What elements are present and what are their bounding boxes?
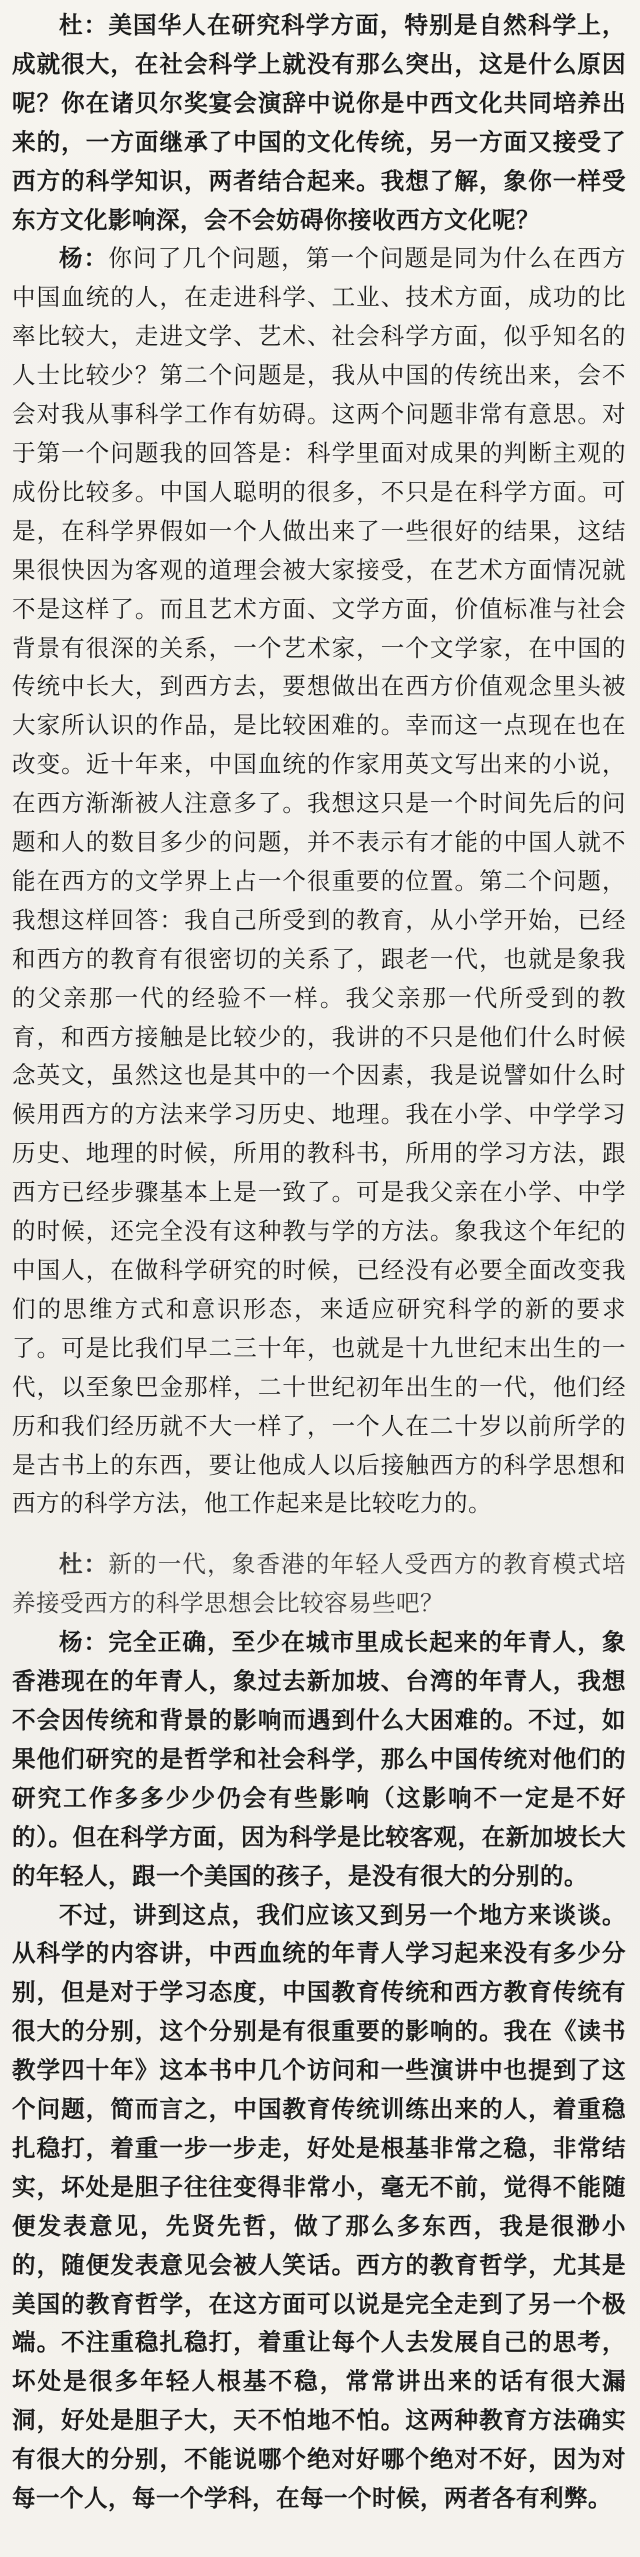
speaker-label: 杨：	[59, 244, 109, 273]
paragraph-text: 不过，讲到这点，我们应该又到另一个地方来谈谈。从科学的内容讲，中西血统的年青人学习起来没有多少分别，但是对于学习态度，中国教育传统和西方教育传统有很大的分别，这个分别是有很重要的影响的。我在《读书教学四十年》这本书中几个访问和一些演讲中也提到了这个问题，简而言之，中国教育传统训练出来的人，着重稳扎稳打，着重一步一步走，好处是根基非常之稳，非常结实，坏处是胆子往往变得非常小，毫无不前，觉得不能随便发表意见，先贤先哲，做了那么多东西，我是很渺小的，随便发表意见会被人笑话。西方的教育哲学，尤其是美国的教育哲学，在这方面可以说是完全走到了另一个极端。不注重稳扎稳打，着重让每个人去发展自己的思考，坏处是很多年轻人根基不稳，常常讲出来的话有很大漏洞，好处是胆子大，天不怕地不怕。这两种教育方法确实有很大的分别，不能说哪个绝对好哪个绝对不好，因为对每一个人，每一个学科，在每一个时候，两者各有利弊。	[12, 1900, 626, 2513]
speaker-label: 杨：	[59, 1628, 109, 1657]
paragraph-1	[12, 6, 626, 239]
paragraph-gap	[12, 1523, 626, 1545]
paragraph-text: 完全正确，至少在城市里成长起来的年青人，象香港现在的年青人，象过去新加坡、台湾的年青人，我想不会因传统和背景的影响而遇到什么大困难的。不过，如果他们研究的是哲学和社会科学，那么中国传统对他们的研究工作多多少少仍会有些影响（这影响不一定是不好的）。但在科学方面，因为科学是比较客观，在新加坡长大的年轻人，跟一个美国的孩子，是没有很大的分别的。	[12, 1628, 627, 1890]
paragraph-text: 新的一代，象香港的年轻人受西方的教育模式培养接受西方的科学思想会比较容易些吧？	[12, 1550, 627, 1618]
paragraph-3	[12, 1545, 626, 1623]
paragraph-5	[12, 1896, 626, 2519]
speaker-label: 杜：	[59, 11, 109, 39]
speaker-label: 杜：	[59, 1550, 109, 1579]
paragraph-2	[12, 239, 626, 1523]
paragraph-text: 你问了几个问题，第一个问题是同为什么在西方中国血统的人，在走进科学、工业、技术方面，成功的比率比较大，走进文学、艺术、社会科学方面，似乎知名的人士比较少？第二个问题是，我从中国的传统出来，会不会对我从事科学工作有妨碍。这两个问题非常有意思。对于第一个问题我的回答是：科学里面对成果的判断主观的成份比较多。中国人聪明的很多，不只是在科学方面。可是，在科学界假如一个人做出来了一些很好的结果，这结果很快因为客观的道理会被大家接受，在艺术方面情况就不是这样了。而且艺术方面、文学方面，价值标准与社会背景有很深的关系，一个艺术家，一个文学家，在中国的传统中长大，到西方去，要想做出在西方价值观念里头被大家所认识的作品，是比较困难的。幸而这一点现在也在改变。近十年来，中国血统的作家用英文写出来的小说，在西方渐渐被人注意多了。我想这只是一个时间先后的问题和人的数目多少的问题，并不表示有才能的中国人就不能在西方的文学界上占一个很重要的位置。第二个问题，我想这样回答：我自己所受到的教育，从小学开始，已经和西方的教育有很密切的关系了，跟老一代，也就是象我的父亲那一代的经验不一样。我父亲那一代所受到的教育，和西方接触是比较少的，我讲的不只是他们什么时候念英文，虽然这也是其中的一个因素，我是说譬如什么时候用西方的方法来学习历史、地理。我在小学、中学学习历史、地理的时候，所用的教科书，所用的学习方法，跟西方已经步骤基本上是一致了。可是我父亲在小学、中学的时候，还完全没有这种教与学的方法。象我这个年纪的中国人，在做科学研究的时候，已经没有必要全面改变我们的思维方式和意识形态，来适应研究科学的新的要求了。可是比我们早二三十年，也就是十九世纪末出生的一代，以至象巴金那样，二十世纪初年出生的一代，他们经历和我们经历就不大一样了，一个人在二十岁以前所学的是古书上的东西，要让他成人以后接触西方的科学思想和西方的科学方法，他工作起来是比较吃力的。	[12, 244, 627, 1518]
paragraph-4	[12, 1623, 626, 1895]
paragraph-text: 美国华人在研究科学方面，特别是自然科学上，成就很大，在社会科学上就没有那么突出，这是什么原因呢？你在诸贝尔奖宴会演辞中说你是中西文化共同培养出来的，一方面继承了中国的文化传统，另一方面又接受了西方的科学知识，两者结合起来。我想了解，象你一样受东方文化影响深，会不会妨碍你接收西方文化呢？	[12, 11, 627, 234]
